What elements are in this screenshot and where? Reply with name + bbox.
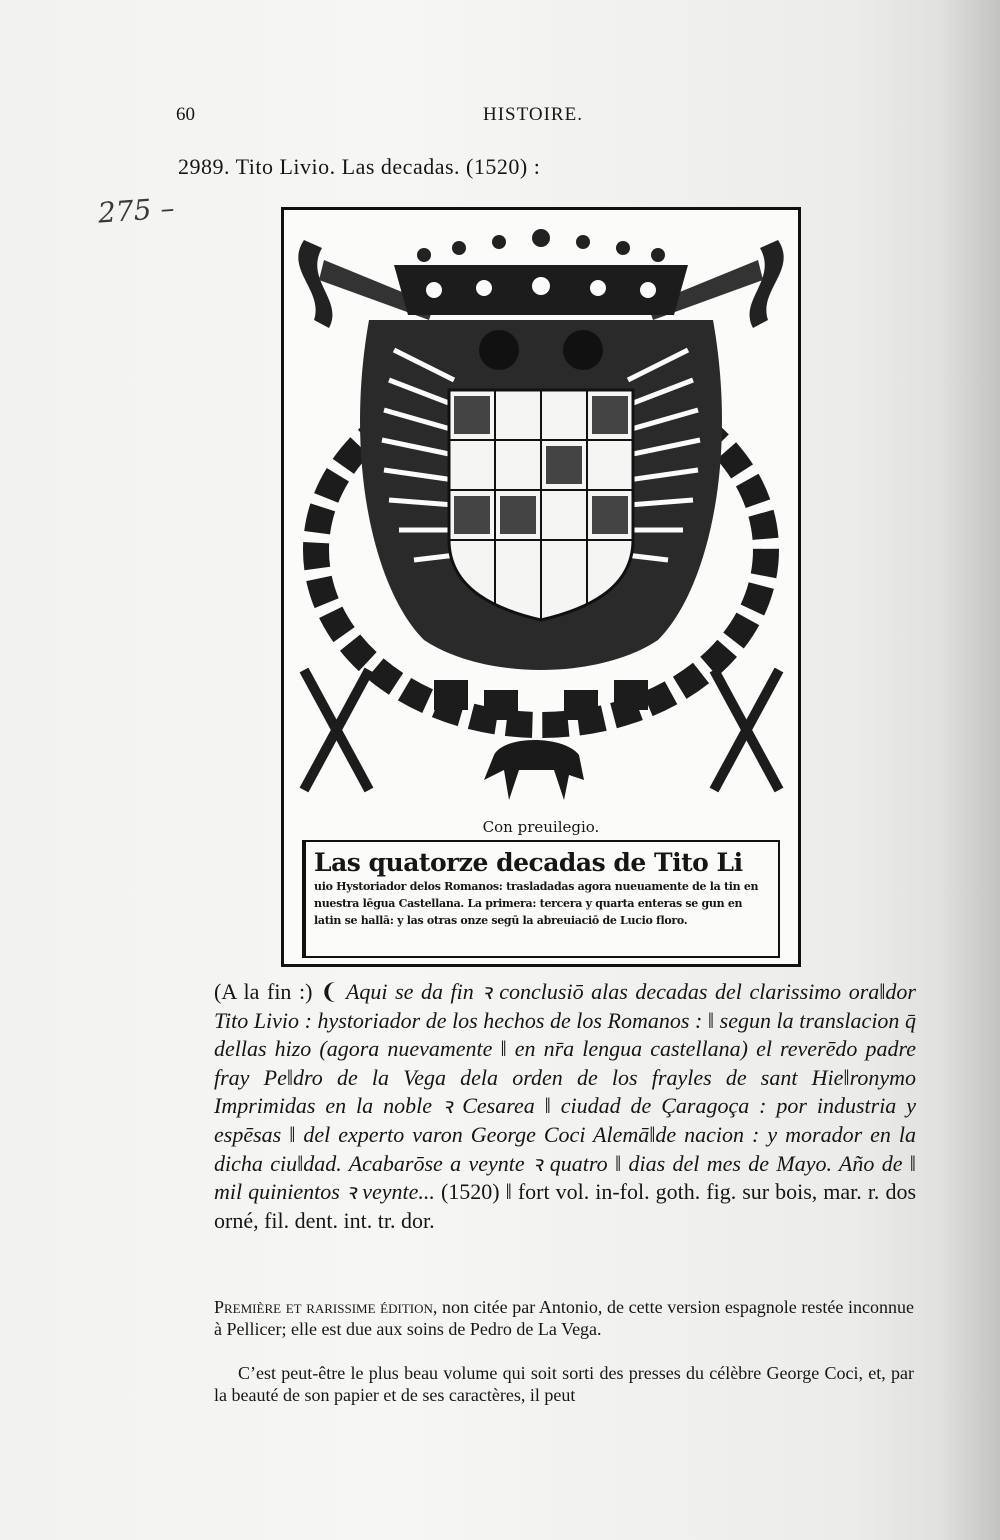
colophon-paragraph xyxy=(214,978,916,1235)
note-text-1: non citée par Antonio, de cette version espagnole restée inconnue à Pellicer; elle est due aux soins de Pedro de La Vega. xyxy=(214,1297,914,1339)
gothic-title-line: Las quatorze decadas de Tito Li xyxy=(314,848,743,877)
colophon-lead: (A la fin :) ❨ xyxy=(214,979,346,1004)
note-paragraph-2: C’est peut-être le plus beau volume qui soit sorti des presses du célèbre George Coci, et, par la beauté de son papier et de ses caractères, il peut xyxy=(214,1363,914,1405)
colophon-italic-text: Aqui se da fin ꝛ conclusiō alas decadas del clarissimo ora‖dor Tito Livio : hystoriador de los hechos de los Romanos : ‖ segun la translacion q̄ dellas hizo (agora nuevamente ‖ en nr̄a lengua castellana) el reverēdo padre fray Pe‖dro de la Vega dela orden de los frayles de sant Hie‖ronymo Imprimidas en la noble ꝛ Cesarea ‖ ciudad de Çaragoça : por industria y espēsas ‖ del experto varon George Coci Alemā‖de nacion : y morador en la dicha ciu‖dad. Acabarōse a veynte ꝛ quatro ‖ dias del mes de Mayo. Año de ‖ mil quinientos ꝛ veynte... xyxy=(214,979,916,1205)
page-number: 60 xyxy=(176,104,195,125)
colophon-description: (1520) ‖ fort vol. in-fol. goth. fig. sur bois, mar. r. dos orné, fil. dent. int. tr. dor. xyxy=(214,1179,917,1233)
privilege-line: Con preuilegio. xyxy=(482,818,600,836)
gothic-title-box xyxy=(302,840,780,958)
entry-heading: 2989. Tito Livio. Las decadas. (1520) : xyxy=(178,154,541,179)
running-title: HISTOIRE. xyxy=(483,104,583,125)
note-paragraph-1 xyxy=(214,1296,914,1340)
note-smallcaps-lead: Première et rarissime édition, xyxy=(214,1297,438,1317)
gothic-title-text: uio Hystoriador delos Romanos: trasladadas agora nueuamente de la tin en nuestra lēgua Castellana. La primera: tercera y quarta enteras se gun en latin se hallā: y las otras onze segū la abreuiaciō de Lucio floro. xyxy=(314,880,759,927)
handwritten-price: 275 – xyxy=(96,191,176,230)
coat-of-arms-illustration xyxy=(284,210,798,810)
title-page-woodcut xyxy=(281,207,801,967)
page-header xyxy=(176,104,606,134)
page-gutter-shadow xyxy=(940,0,1000,1540)
